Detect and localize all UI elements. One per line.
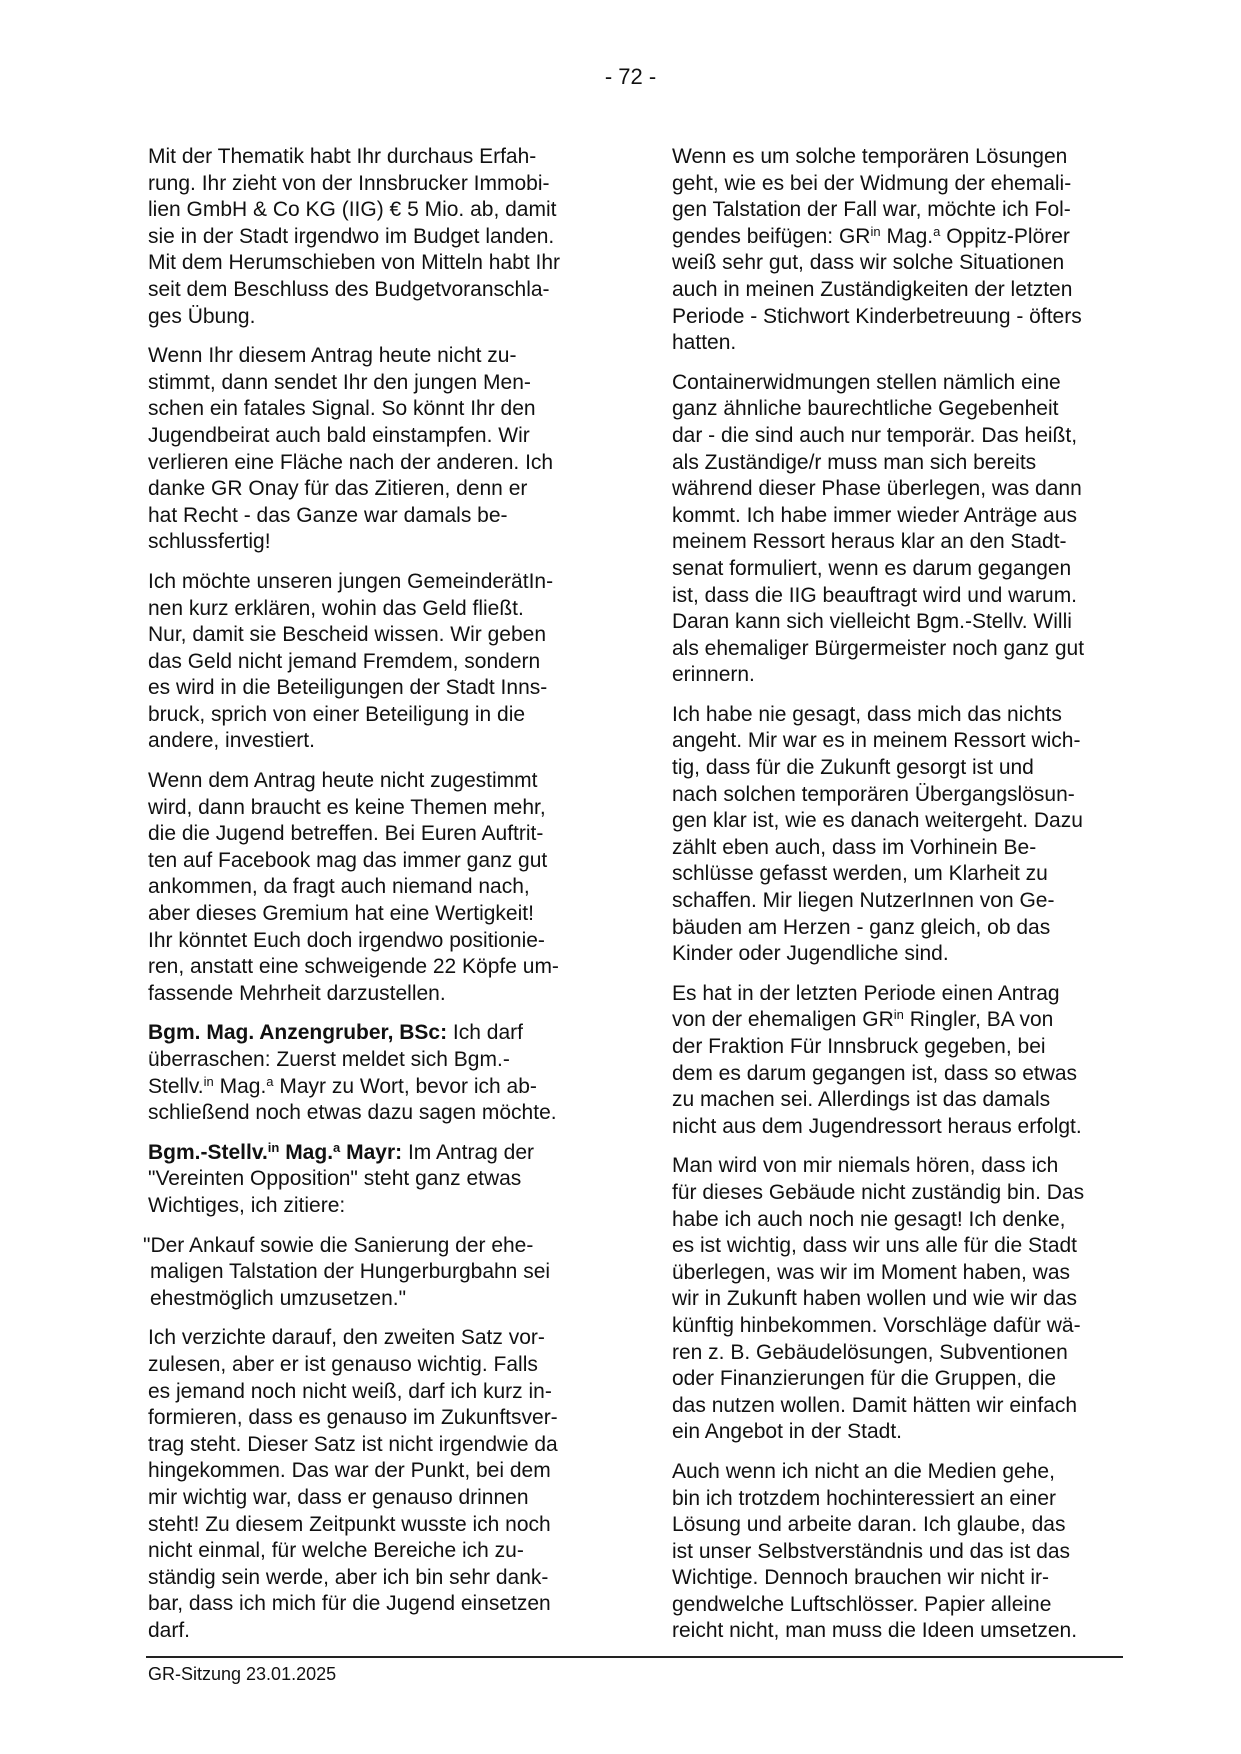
text-line: Wenn Ihr diesem Antrag heute nicht zu- bbox=[148, 344, 517, 368]
text-line: gen Talstation der Fall war, möchte ich Fol- bbox=[672, 198, 1071, 222]
text-line: als Zuständige/r muss man sich bereits bbox=[672, 450, 1037, 474]
text-line: verlieren eine Fläche nach der anderen. Ich bbox=[148, 450, 554, 474]
quote-paragraph bbox=[143, 1233, 648, 1313]
text-line: Lösung und arbeite daran. Ich glaube, das bbox=[672, 1513, 1066, 1537]
text-line: auch in meinen Zuständigkeiten der letzten bbox=[672, 277, 1073, 301]
text-line: danke GR Onay für das Zitieren, denn er bbox=[148, 477, 528, 501]
text-line: der Fraktion Für Innsbruck gegeben, bei bbox=[672, 1035, 1046, 1058]
text-line: andere, investiert. bbox=[148, 729, 315, 753]
text-line: bar, dass ich mich für die Jugend einsetzen bbox=[148, 1592, 551, 1616]
text-line: zulesen, aber er ist genauso wichtig. Falls bbox=[148, 1352, 538, 1376]
text-line: darf. bbox=[148, 1618, 191, 1642]
text-line: Stellv.$^{in}$ Mag.$^a$ Mayr zu Wort, bevor ich ab- bbox=[148, 1073, 537, 1098]
text-line: als ehemaliger Bürgermeister noch ganz gut bbox=[672, 636, 1085, 660]
text-line: zu machen sei. Allerdings ist das damals bbox=[672, 1088, 1051, 1112]
text-line: ist, dass die IIG beauftragt wird und warum. bbox=[672, 583, 1078, 607]
text-line: tig, dass für die Zukunft gesorgt ist und bbox=[672, 756, 1034, 780]
paragraph bbox=[672, 144, 1172, 357]
paragraph bbox=[148, 1325, 648, 1644]
text-line: meinem Ressort heraus klar an den Stadt- bbox=[672, 530, 1067, 554]
text-line: Periode - Stichwort Kinderbetreuung - öfters bbox=[672, 304, 1082, 328]
text-line: angeht. Mir war es in meinem Ressort wich- bbox=[672, 729, 1081, 753]
text-line: dem es darum gegangen ist, dass so etwas bbox=[672, 1061, 1078, 1085]
text-line: "Der Ankauf sowie die Sanierung der ehe- bbox=[143, 1233, 534, 1257]
text-line: wir in Zukunft haben wollen und wie wir das bbox=[672, 1287, 1078, 1311]
text-line: bäuden am Herzen - ganz gleich, ob das bbox=[672, 915, 1051, 939]
text-line: bruck, sprich von einer Beteiligung in die bbox=[148, 702, 526, 726]
footer-text: GR-Sitzung 23.01.2025 bbox=[148, 1664, 337, 1684]
text-line: Kinder oder Jugendliche sind. bbox=[672, 942, 949, 966]
text-line: formieren, dass es genauso im Zukunftsver- bbox=[148, 1406, 558, 1430]
text-line: Man wird von mir niemals hören, dass ich bbox=[672, 1154, 1059, 1178]
text-line: Ich verzichte darauf, den zweiten Satz vor- bbox=[148, 1326, 545, 1350]
speaker-paragraph bbox=[148, 1140, 648, 1220]
text-line: das Geld nicht jemand Fremdem, sondern bbox=[148, 649, 541, 673]
text-line: Wenn dem Antrag heute nicht zugestimmt bbox=[148, 769, 538, 793]
text-line: ges Übung. bbox=[148, 304, 256, 328]
text-line: Jugendbeirat auch bald einstampfen. Wir bbox=[148, 423, 530, 447]
text-line: steht! Zu diesem Zeitpunkt wusste ich noch bbox=[148, 1512, 551, 1536]
text-line: gendwelche Luftschlösser. Papier alleine bbox=[672, 1592, 1052, 1616]
text-line: ständig sein werde, aber ich bin sehr dank- bbox=[148, 1565, 549, 1589]
text-line: nicht aus dem Jugendressort heraus erfolgt. bbox=[672, 1114, 1082, 1138]
text-line: Bgm. Mag. Anzengruber, BSc: Ich darf bbox=[148, 1021, 523, 1045]
text-line: trag steht. Dieser Satz ist nicht irgendwie da bbox=[148, 1432, 558, 1456]
text-line: ten auf Facebook mag das immer ganz gut bbox=[148, 848, 548, 872]
text-line: von der ehemaligen $GR^{in}$ Ringler, BA von bbox=[672, 1007, 1054, 1032]
text-line: während dieser Phase überlegen, was dann bbox=[672, 477, 1082, 501]
text-line: hingekommen. Das war der Punkt, bei dem bbox=[148, 1459, 551, 1483]
text-line: nicht einmal, für welche Bereiche ich zu- bbox=[148, 1539, 524, 1563]
text-line: künftig hinbekommen. Vorschläge dafür wä- bbox=[672, 1313, 1081, 1337]
paragraph bbox=[148, 569, 648, 755]
text-line: schlussfertig! bbox=[148, 530, 271, 554]
text-line: dar - die sind auch nur temporär. Das heißt, bbox=[672, 423, 1078, 447]
text-line: ankommen, da fragt auch niemand nach, bbox=[148, 875, 530, 899]
text-line: schaffen. Mir liegen NutzerInnen von Ge- bbox=[672, 889, 1055, 913]
text-line: Containerwidmungen stellen nämlich eine bbox=[672, 370, 1061, 394]
paragraph bbox=[148, 768, 648, 1007]
text-line: die die Jugend betreffen. Bei Euren Auftrit- bbox=[148, 822, 544, 846]
text-line: Ich möchte unseren jungen GemeinderätIn- bbox=[148, 569, 554, 593]
text-line: schen ein fatales Signal. So könnt Ihr den bbox=[148, 397, 536, 421]
paragraph bbox=[148, 343, 648, 556]
text-line: reicht nicht, man muss die Ideen umsetzen. bbox=[672, 1619, 1078, 1643]
text-line: ist unser Selbstverständnis und das ist das bbox=[672, 1539, 1071, 1563]
text-line: Wichtiges, ich zitiere: bbox=[148, 1193, 346, 1217]
paragraph bbox=[672, 370, 1172, 689]
text-line: nen kurz erklären, wohin das Geld fließt. bbox=[148, 596, 524, 620]
text-line: mir wichtig war, dass er genauso drinnen bbox=[148, 1485, 529, 1509]
text-line: ehestmöglich umzusetzen." bbox=[150, 1286, 407, 1310]
text-line: Nur, damit sie Bescheid wissen. Wir geben bbox=[148, 623, 547, 647]
text-line: zählt eben auch, dass im Vorhinein Be- bbox=[672, 835, 1037, 859]
text-line: habe ich auch noch nie gesagt! Ich denke, bbox=[672, 1207, 1066, 1231]
text-line: Daran kann sich vielleicht Bgm.-Stellv. Willi bbox=[672, 610, 1072, 634]
text-line: Wichtige. Dennoch brauchen wir nicht ir- bbox=[672, 1566, 1049, 1590]
text-line: bin ich trotzdem hochinteressiert an einer bbox=[672, 1486, 1057, 1510]
text-line: lien GmbH & Co KG (IIG) € 5 Mio. ab, damit bbox=[148, 198, 557, 222]
text-line: "Vereinten Opposition" steht ganz etwas bbox=[148, 1167, 522, 1191]
text-line: sie in der Stadt irgendwo im Budget landen. bbox=[148, 224, 555, 248]
text-line: ren z. B. Gebäudelösungen, Subventionen bbox=[672, 1340, 1068, 1364]
text-line: Mit der Thematik habt Ihr durchaus Erfah- bbox=[148, 145, 537, 168]
text-line: Mit dem Herumschieben von Mitteln habt Ihr bbox=[148, 251, 561, 275]
text-column-left bbox=[143, 144, 648, 1657]
text-line: ren, anstatt eine schweigende 22 Köpfe um- bbox=[148, 955, 559, 979]
text-line: aber dieses Gremium hat eine Wertigkeit! bbox=[148, 902, 534, 926]
text-line: überlegen, was wir im Moment haben, was bbox=[672, 1260, 1071, 1284]
page-number: - 72 - bbox=[604, 64, 657, 89]
text-line: ganz ähnliche baurechtliche Gegebenheit bbox=[672, 397, 1059, 421]
text-line: das nutzen wollen. Damit hätten wir einfach bbox=[672, 1393, 1078, 1417]
text-line: stimmt, dann sendet Ihr den jungen Men- bbox=[148, 370, 531, 394]
text-line: hatten. bbox=[672, 331, 737, 355]
footer-divider bbox=[146, 1656, 1123, 1658]
text-line: es ist wichtig, dass wir uns alle für die Stadt bbox=[672, 1234, 1078, 1258]
text-line: gen klar ist, wie es danach weitergeht. Dazu bbox=[672, 809, 1083, 833]
text-line: für dieses Gebäude nicht zuständig bin. Das bbox=[672, 1180, 1085, 1204]
text-line: erinnern. bbox=[672, 663, 755, 687]
text-line: nach solchen temporären Übergangslösun- bbox=[672, 782, 1075, 806]
text-line: Bgm.-Stellv.$^{in}$ Mag.$^a$ Mayr: Im Antrag der bbox=[148, 1139, 535, 1164]
text-line: es jemand noch nicht weiß, darf ich kurz in- bbox=[148, 1379, 552, 1403]
text-line: weiß sehr gut, dass wir solche Situationen bbox=[672, 251, 1065, 275]
text-line: seit dem Beschluss des Budgetvoranschla- bbox=[148, 277, 550, 301]
speaker-paragraph bbox=[148, 1020, 648, 1126]
text-line: wird, dann braucht es keine Themen mehr, bbox=[148, 795, 546, 819]
text-line: senat formuliert, wenn es darum gegangen bbox=[672, 556, 1072, 580]
text-line: geht, wie es bei der Widmung der ehemali- bbox=[672, 171, 1072, 195]
paragraph bbox=[672, 702, 1172, 968]
text-line: oder Finanzierungen für die Gruppen, die bbox=[672, 1367, 1057, 1391]
text-line: hat Recht - das Ganze war damals be- bbox=[148, 503, 508, 527]
text-line: schließend noch etwas dazu sagen möchte. bbox=[148, 1101, 557, 1125]
paragraph bbox=[672, 1459, 1172, 1645]
text-line: überraschen: Zuerst meldet sich Bgm.- bbox=[148, 1048, 510, 1071]
text-line: ein Angebot in der Stadt. bbox=[672, 1420, 903, 1444]
paragraph bbox=[148, 144, 648, 330]
text-line: maligen Talstation der Hungerburgbahn sei bbox=[150, 1260, 551, 1284]
text-line: kommt. Ich habe immer wieder Anträge aus bbox=[672, 503, 1078, 527]
text-line: rung. Ihr zieht von der Innsbrucker Immobi- bbox=[148, 171, 550, 195]
paragraph bbox=[672, 1153, 1172, 1446]
text-line: schlüsse gefasst werden, um Klarheit zu bbox=[672, 862, 1048, 886]
text-line: Auch wenn ich nicht an die Medien gehe, bbox=[672, 1459, 1055, 1483]
text-line: es wird in die Beteiligungen der Stadt Inns- bbox=[148, 676, 548, 700]
text-line: Ihr könntet Euch doch irgendwo positionie- bbox=[148, 928, 545, 952]
text-line: fassende Mehrheit darzustellen. bbox=[148, 981, 446, 1005]
text-line: gendes beifügen: $GR^{in}$ Mag.$^a$ Oppitz-Plörer bbox=[672, 223, 1070, 248]
text-line: Es hat in der letzten Periode einen Antrag bbox=[672, 981, 1060, 1005]
paragraph bbox=[672, 981, 1172, 1141]
text-line: Wenn es um solche temporären Lösungen bbox=[672, 145, 1068, 168]
text-line: Ich habe nie gesagt, dass mich das nichts bbox=[672, 702, 1062, 726]
text-column-right bbox=[672, 144, 1172, 1658]
